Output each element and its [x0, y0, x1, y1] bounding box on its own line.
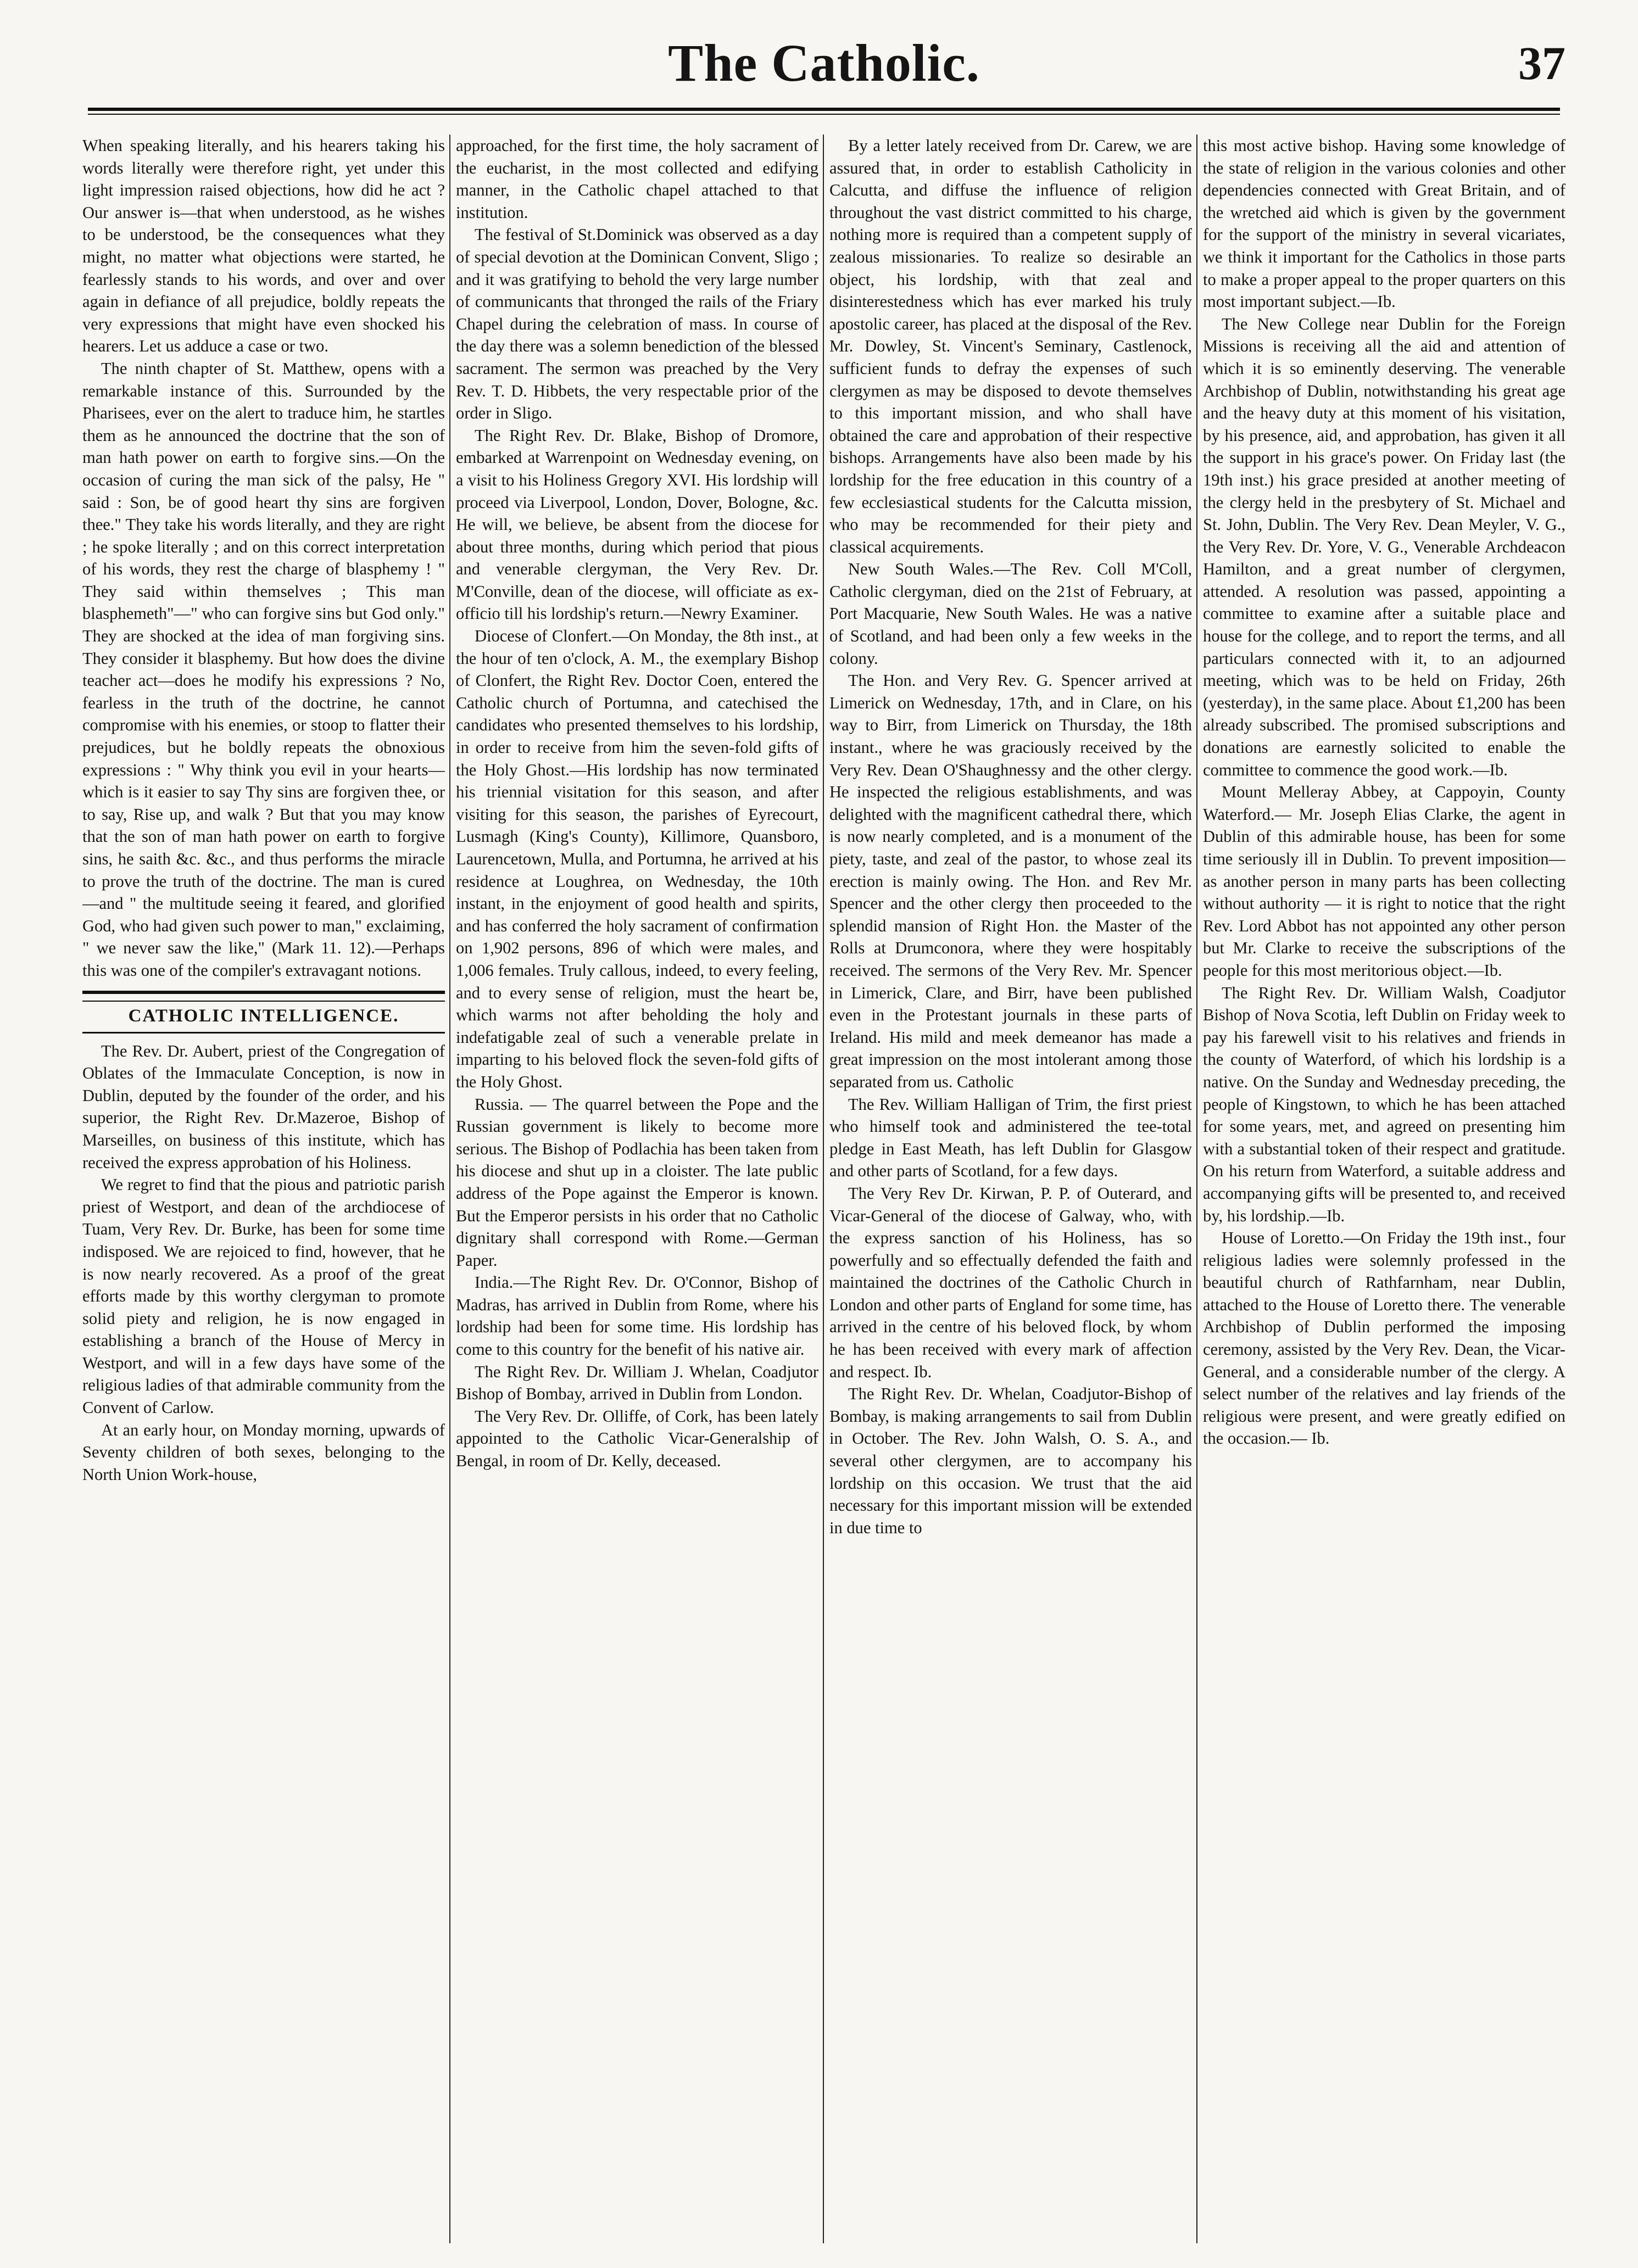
article-paragraph: The Very Rev. Dr. Olliffe, of Cork, has been lately appointed to the Catholic Vicar-Generalship of Bengal, in room of Dr. Kelly, deceased.: [456, 1406, 818, 1471]
article-paragraph: New South Wales.—The Rev. Coll M'Coll, Catholic clergyman, died on the 21st of February, at Port Macquarie, New South Wales. He was a native of Scotland, and had been only a few weeks in the colony.: [829, 560, 1192, 668]
article-paragraph: The ninth chapter of St. Matthew, opens with a remarkable instance of this. Surrounded by the Pharisees, ever on the alert to traduce him, he startles them as he announced the doctrine that the son of man hath power on earth to forgive sins.—On the occasion of curing the man sick of the palsy, He " said : Son, be of good heart thy sins are forgiven thee." They take his words literally, and they are right ; he spoke literally ; and on this correct interpretation of his words, they rest the charge of blasphemy ! " They said within themselves ; This man blasphemeth"—" who can forgive sins but God only." They are shocked at the idea of man forgiving sins. They consider it blasphemy. But how does the divine teacher act—does he modify his expressions ? No, fearless in the truth of the doctrine, he cannot compromise with his enemies, or stoop to flatter their prejudices, but he boldly repeats the obnoxious expressions : " Why think you evil in your hearts—which is it easier to say Thy sins are forgiven thee, or to say, Rise up, and walk ? But that you may know that the son of man hath power on earth to forgive sins, he saith &c. &c., and thus performs the miracle to prove the truth of the doctrine. The man is cured —and " the multitude seeing it feared, and glorified God, who had given such power to man," exclaiming, " we never saw the like," (Mark 11. 12).—Perhaps this was one of the compiler's extravagant notions.: [82, 359, 445, 980]
article-paragraph: Diocese of Clonfert.—On Monday, the 8th inst., at the hour of ten o'clock, A. M., the exemplary Bishop of Clonfert, the Right Rev. Doctor Coen, entered the Catholic church of Portumna, and catechised the candidates who presented themselves to his lordship, in order to receive from him the seven-fold gifts of the Holy Ghost.—His lordship has now terminated his triennial visitation for this season, and after visiting for this season, the parishes of Eyrecourt, Lusmagh (King's County), Killimore, Quansboro, Laurencetown, Mulla, and Portumna, he arrived at his residence at Loughrea, on Wednesday, the 10th instant, in the enjoyment of good health and spirits, and has conferred the holy sacrament of confirmation on 1,902 persons, 896 of which were males, and 1,006 females. Truly callous, indeed, to every feeling, and to every sense of religion, must the heart be, which warms not after beholding the holy and indefatigable zeal of such a venerable prelate in imparting to his beloved flock the seven-fold gifts of the Holy Ghost.: [456, 627, 818, 1091]
article-paragraph: The Rev. Dr. Aubert, priest of the Congregation of Oblates of the Immaculate Conception, is now in Dublin, deputed by the founder of the order, and his superior, the Right Rev. Dr.Mazeroe, Bishop of Marseilles, on business of this institute, which has received the express approbation of his Holiness.: [82, 1041, 445, 1172]
article-paragraph: The festival of St.Dominick was observed as a day of special devotion at the Dominican Convent, Sligo ; and it was gratifying to behold the very large number of communicants that thronged the rails of the Friary Chapel during the celebration of mass. In course of the day there was a solemn benediction of the blessed sacrament. The sermon was preached by the Very Rev. T. D. Hibbets, the very respectable prior of the order in Sligo.: [456, 225, 818, 423]
page-header: [82, 22, 1565, 104]
column-1: [82, 135, 445, 2243]
article-paragraph: We regret to find that the pious and patriotic parish priest of Westport, and dean of the archdiocese of Tuam, Very Rev. Dr. Burke, has been for some time indisposed. We are rejoiced to find, however, that he is now nearly recovered. As a proof of the great efforts made by this worthy clergyman to promote solid piety and religion, he is now engaged in establishing a branch of the House of Mercy in Westport, and will in a few days have some of the religious ladies of that admirable community from the Convent of Carlow.: [82, 1175, 445, 1417]
article-columns: [82, 135, 1565, 2243]
section-heading: CATHOLIC INTELLIGENCE.: [128, 1005, 399, 1026]
masthead-title: The Catholic.: [668, 33, 980, 92]
article-paragraph: The Hon. and Very Rev. G. Spencer arrived at Limerick on Wednesday, 17th, and in Clare, on his way to Birr, from Limerick on Thursday, the 18th instant., where he was graciously received by the Very Rev. Dean O'Shaughnessy and the other clergy. He inspected the religious establishments, and was delighted with the magnificent cathedral there, which is now nearly completed, and is a monument of the piety, taste, and zeal of the pastor, to whose zeal its erection is mainly owing. The Hon. and Rev Mr. Spencer and the other clergy then proceeded to the splendid mansion of Right Hon. the Master of the Rolls at Drumconora, where they were hospitably received. The sermons of the Very Rev. Mr. Spencer in Limerick, Clare, and Birr, have been published even in the Protestant journals in these parts of Ireland. His mild and meek demeanor has made a great impression on the most intolerant among those separated from us. Catholic: [829, 671, 1192, 1091]
article-paragraph: When speaking literally, and his hearers taking his words literally were therefore right, yet under this light impression raised objections, how did he act ? Our answer is—that when understood, as he wishes to be understood, be the consequences what they might, no matter what objections were started, he fearlessly stands to his words, and over and over again in defiance of all prejudice, boldly repeats the very expressions that might have even shocked his hearers. Let us adduce a case or two.: [82, 136, 445, 356]
article-paragraph: The Right Rev. Dr. Blake, Bishop of Dromore, embarked at Warrenpoint on Wednesday evening, on a visit to his Holiness Gregory XVI. His lordship will proceed via Liverpool, London, Dover, Bologne, &c. He will, we believe, be absent from the diocese for about three months, during which period that pious and venerable clergyman, the Very Rev. Dr. M'Conville, dean of the diocese, will officiate as ex-officio till his lordship's return.—Newry Examiner.: [456, 426, 818, 623]
article-paragraph: Mount Melleray Abbey, at Cappoyin, County Waterford.— Mr. Joseph Elias Clarke, the agent in Dublin of this admirable house, has been for some time seriously ill in Dublin. To prevent imposition—as another person in many parts has been collecting without authority — it is right to notice that the right Rev. Lord Abbot has not appointed any other person but Mr. Clarke to receive the subscriptions of the people for this most meritorious object.—Ib.: [1203, 783, 1565, 980]
header-rule-thin: [88, 114, 1560, 115]
article-paragraph: Russia. — The quarrel between the Pope and the Russian government is likely to become more serious. The Bishop of Podlachia has been taken from his diocese and shut up in a cloister. The late public address of the Pope against the Emperor is known. But the Emperor persists in his order that no Catholic dignitary shall correspond with Rome.—German Paper.: [456, 1094, 818, 1270]
article-paragraph: The Right Rev. Dr. William J. Whelan, Coadjutor Bishop of Bombay, arrived in Dublin from London.: [456, 1362, 818, 1404]
column-2: [449, 135, 818, 2243]
section-divider: [82, 991, 445, 1002]
article-paragraph: At an early hour, on Monday morning, upwards of Seventy children of both sexes, belonging to the North Union Work-house,: [82, 1420, 445, 1484]
article-paragraph: House of Loretto.—On Friday the 19th inst., four religious ladies were solemnly professed in the beautiful church of Rathfarnham, near Dublin, attached to the House of Loretto there. The venerable Archbishop of Dublin performed the imposing ceremony, assisted by the Very Rev. Dean, the Vicar-General, and a considerable number of the clergy. A select number of the relatives and lay friends of the religious were present, and were greatly edified on the occasion.— Ib.: [1203, 1228, 1565, 1448]
header-rule-thick: [88, 108, 1560, 111]
article-paragraph: By a letter lately received from Dr. Carew, we are assured that, in order to establish Catholicity in Calcutta, and diffuse the influence of religion throughout the vast district committed to his charge, nothing more is required than a competent supply of zealous missionaries. To realize so desirable an object, his lordship, with that zeal and disinterestedness which has ever marked his truly apostolic career, has placed at the disposal of the Rev. Mr. Dowley, St. Vincent's Seminary, Castlenock, sufficient funds to defray the expenses of such clergymen as may be disposed to devote themselves to this important mission, and who shall have obtained the care and approbation of their respective bishops. Arrangements have also been made by his lordship for the free education in this country of a few ecclesiastical students for the Calcutta mission, who may be recommended for their piety and classical acquirements.: [829, 136, 1192, 556]
article-paragraph: this most active bishop. Having some knowledge of the state of religion in the various colonies and other dependencies connected with Great Britain, and of the wretched aid which is given by the government for the support of the ministry in several vicariates, we think it important for the Catholics in those parts to make a proper appeal to the proper quarters on this most important subject.—Ib.: [1203, 136, 1565, 311]
article-paragraph: The Right Rev. Dr. William Walsh, Coadjutor Bishop of Nova Scotia, left Dublin on Friday week to pay his farewell visit to his relatives and friends in the county of Waterford, of which his lordship is a native. On the Sunday and Wednesday preceding, the people of Kingstown, to which he has been attached for some years, met, and agreed on presenting him with a substantial token of their respect and gratitude. On his return from Waterford, a suitable address and accompanying gifts will be presented to, and received by, his lordship.—Ib.: [1203, 983, 1565, 1225]
article-paragraph: The New College near Dublin for the Foreign Missions is receiving all the aid and attention of which it is so eminently deserving. The venerable Archbishop of Dublin, notwithstanding his great age and the heavy duty at this moment of his visitation, by his presence, aid, and approbation, has given it all the support in his grace's power. On Friday last (the 19th inst.) his grace presided at another meeting of the clergy held in the presbytery of St. Michael and St. John, Dublin. The Very Rev. Dean Meyler, V. G., the Very Rev. Dr. Yore, V. G., Venerable Archdeacon Hamilton, and a great number of clergymen, attended. A resolution was passed, appointing a committee to examine after a suitable place and house for the college, and to report the terms, and all particulars connected with it, to an adjourned meeting, which was to be held on Friday, 26th (yesterday), in the same place. About £1,200 has been already subscribed. The promised subscriptions and donations are earnestly solicited to enable the committee to commence the good work.—Ib.: [1203, 314, 1565, 779]
article-paragraph: approached, for the first time, the holy sacrament of the eucharist, in the most collected and edifying manner, in the Catholic chapel attached to that institution.: [456, 136, 818, 222]
article-paragraph: The Right Rev. Dr. Whelan, Coadjutor-Bishop of Bombay, is making arrangements to sail from Dublin in October. The Rev. John Walsh, O. S. A., and several other clergymen, are to accompany his lordship on this occasion. We trust that the aid necessary for this important mission will be extended in due time to: [829, 1384, 1192, 1537]
article-paragraph: The Very Rev Dr. Kirwan, P. P. of Outerard, and Vicar-General of the diocese of Galway, who, with the express sanction of his Holiness, has so powerfully and so effectually defended the faith and maintained the doctrines of the Catholic Church in London and other parts of England for some time, has arrived in the centre of his beloved flock, by whom he has been received with every mark of affection and respect. Ib.: [829, 1183, 1192, 1381]
section-heading-underline: [82, 1032, 445, 1034]
article-paragraph: India.—The Right Rev. Dr. O'Connor, Bishop of Madras, has arrived in Dublin from Rome, where his lordship had been for some time. His lordship has come to this country for the benefit of his native air.: [456, 1273, 818, 1359]
column-4: [1196, 135, 1565, 2243]
page-number: 37: [1518, 37, 1565, 90]
article-paragraph: The Rev. William Halligan of Trim, the first priest who himself took and administered the tee-total pledge in East Meath, has left Dublin for Glasgow and other parts of Scotland, for a few days.: [829, 1094, 1192, 1181]
column-3: [823, 135, 1192, 2243]
